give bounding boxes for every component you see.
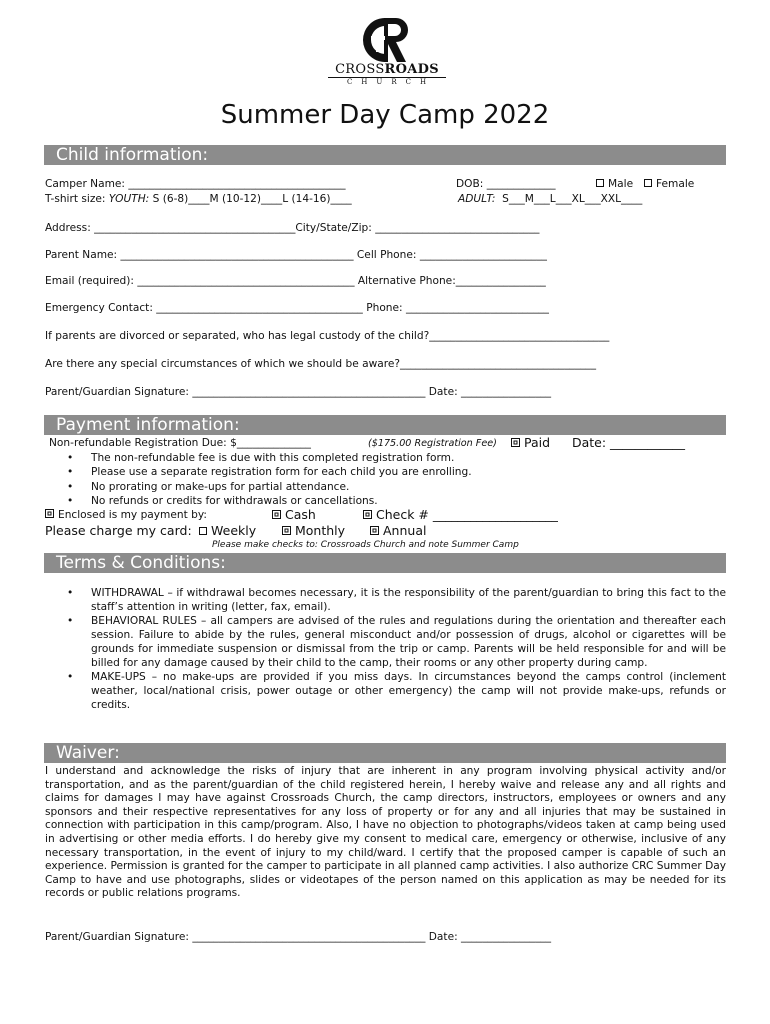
checkbox-icon[interactable] <box>45 509 54 518</box>
checkbox-icon[interactable] <box>199 527 207 535</box>
terms-list <box>45 586 726 712</box>
enclosed-payment-label: Enclosed is my payment by: <box>45 509 207 521</box>
email-field[interactable]: Email (required): _________________________________________ Alternative Phone:_________________ <box>45 275 546 287</box>
checkbox-icon[interactable] <box>272 510 281 519</box>
checks-payable-note: Please make checks to: Crossroads Church and note Summer Camp <box>212 540 519 550</box>
section-header-child: Child information: <box>44 145 726 165</box>
checkbox-icon[interactable] <box>282 526 291 535</box>
waiver-signature-field[interactable]: Parent/Guardian Signature: ____________________________________________ Date: _________________ <box>45 931 552 943</box>
male-option[interactable]: Male <box>596 178 633 190</box>
custody-field[interactable]: If parents are divorced or separated, who has legal custody of the child?__________________________________ <box>45 330 610 342</box>
list-item: • WITHDRAWAL – if withdrawal becomes necessary, it is the responsibility of the parent/guardian to bring this fact to the staff’s attention in writing (letter, fax, email). <box>45 586 726 614</box>
list-item: • No prorating or make-ups for partial attendance. <box>45 480 472 494</box>
list-item: • BEHAVIORAL RULES – all campers are advised of the rules and regulations during the orientation and thereafter each session. Failure to abide by the rules, general misconduct and/or possession of drugs, alcohol or cigarettes will be grounds for immediate suspension or dismissal from the trip or camp. Parents will be held responsible for and will be billed for any damage caused by their child to the camp, their rooms or any other property during camp. <box>45 614 726 670</box>
logo-wordmark: CROSSROADS <box>335 62 439 77</box>
logo-subtitle: CHURCH <box>346 78 436 86</box>
female-option[interactable]: Female <box>644 178 694 190</box>
parent-name-field[interactable]: Parent Name: ____________________________________________ Cell Phone: ________________________ <box>45 249 547 261</box>
annual-option[interactable]: Annual <box>370 523 426 538</box>
emergency-contact-field[interactable]: Emergency Contact: _______________________________________ Phone: ___________________________ <box>45 302 549 314</box>
registration-due-field[interactable]: Non-refundable Registration Due: $______________ <box>49 437 311 449</box>
section-header-waiver: Waiver: <box>44 743 726 763</box>
special-circumstances-field[interactable]: Are there any special circumstances of which we should be aware?_____________________________________ <box>45 358 597 370</box>
checkbox-icon[interactable] <box>596 179 604 187</box>
monthly-option[interactable]: Monthly <box>282 523 345 538</box>
checkbox-icon[interactable] <box>644 179 652 187</box>
waiver-text: I understand and acknowledge the risks of injury that are inherent in any program involving physical activity and/or transportation, and as the parent/guardian of the child registered herein, I hereby waive and release any and all rights and claims for damages I may have against Crossroads Church, the camp directors, instructors, employees or owners and any sponsors and their respective representatives for any loss of property or for any and all injuries that may be sustained in connection with participation in this camp/program. Also, I have no objection to photographs/videos taken at camp being used in advertising or other media efforts. I do hereby give my consent to medical care, emergency or otherwise, inclusive of any necessary transportation, in the event of injury to my child/ward. I certify that the proposed camper is capable of such an experience. Permission is granted for the camper to participate in all planned camp activities. I also authorize CRC Summer Day Camp to have and use photographs, slides or videotapes of the person named on this application as may be needed for its records or public relations programs. <box>45 765 726 900</box>
list-item: • MAKE-UPS – no make-ups are provided if you miss days. In circumstances beyond the camps control (inclement weather, local/national crisis, power outage or other emergency) the camp will not provide make-ups, refunds or credits. <box>45 670 726 712</box>
address-field[interactable]: Address: ______________________________________City/State/Zip: _______________________________ <box>45 222 540 234</box>
cash-option[interactable]: Cash <box>272 507 316 522</box>
tshirt-adult-field[interactable]: ADULT: S___M___L___XL___XXL____ <box>458 193 643 205</box>
camper-name-field[interactable]: Camper Name: _________________________________________ <box>45 178 346 190</box>
weekly-option[interactable]: Weekly <box>199 523 256 538</box>
payment-rules-list <box>45 451 472 508</box>
checkbox-icon[interactable] <box>363 510 372 519</box>
section-header-terms: Terms & Conditions: <box>44 553 726 573</box>
fee-note: ($175.00 Registration Fee) <box>368 438 497 449</box>
tshirt-youth-field[interactable]: T-shirt size: YOUTH: S (6-8)____M (10-12)____L (14-16)____ <box>45 193 352 205</box>
check-option[interactable]: Check # ____________________ <box>363 507 558 522</box>
paid-option[interactable]: Paid <box>511 435 550 450</box>
list-item: • Please use a separate registration form for each child you are enrolling. <box>45 465 472 479</box>
list-item: • No refunds or credits for withdrawals or cancellations. <box>45 494 472 508</box>
checkbox-icon[interactable] <box>511 438 520 447</box>
crossroads-cr-logo-icon <box>358 14 414 66</box>
list-item: • The non-refundable fee is due with this completed registration form. <box>45 451 472 465</box>
charge-card-label: Please charge my card: <box>45 523 192 538</box>
page-title: Summer Day Camp 2022 <box>220 100 550 130</box>
section-header-payment: Payment information: <box>44 415 726 435</box>
payment-date-field[interactable]: Date: ____________ <box>572 435 686 450</box>
parent-signature-field[interactable]: Parent/Guardian Signature: ____________________________________________ Date: _________________ <box>45 386 552 398</box>
checkbox-icon[interactable] <box>370 526 379 535</box>
dob-field[interactable]: DOB: _____________ <box>456 178 556 190</box>
